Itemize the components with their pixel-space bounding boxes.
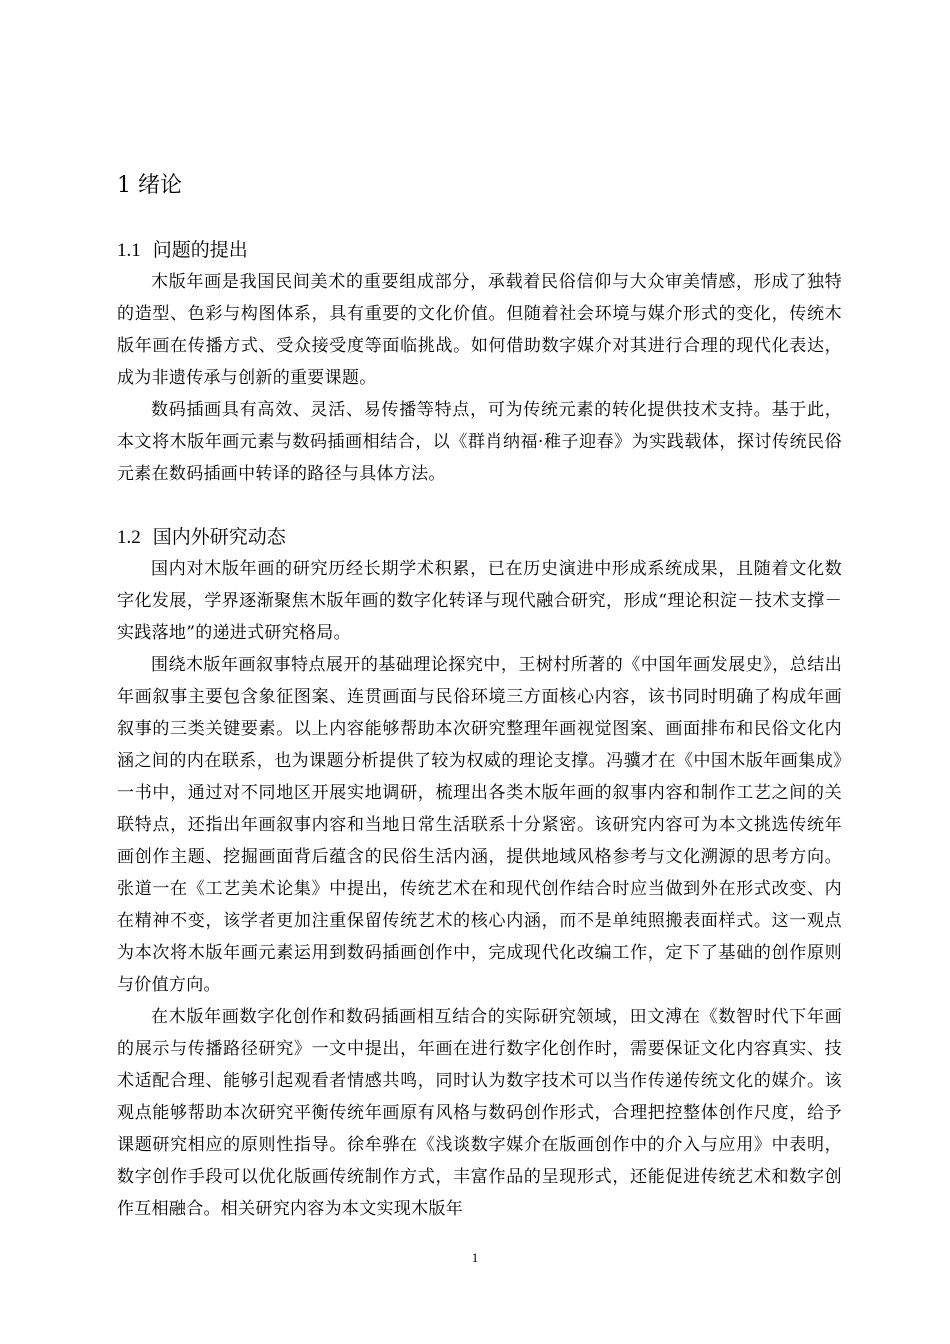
paragraph: 在木版年画数字化创作和数码插画相互结合的实际研究领域，田文溥在《数智时代下年画的展示与传播路径研究》一文中提出，年画在进行数字化创作时，需要保证文化内容真实、技术适配合理、能够引起观看者情感共鸣，同时认为数字技术可以当作传递传统文化的媒介。该观点能够帮助本次研究平衡传统年画原有风格与数码创作形式，合理把控整体创作尺度，给予课题研究相应的原则性指导。徐牟骅在《浅谈数字媒介在版画创作中的介入与应用》中表明，数字创作手段可以优化版画传统制作方式，丰富作品的呈现形式，还能促进传统艺术和数字创作互相融合。相关研究内容为本文实现木版年: [117, 1007, 842, 1219]
chapter-title: 1 绪论: [117, 173, 182, 198]
section-title: 问题的提出: [152, 239, 248, 261]
section-number: 1.2: [117, 527, 141, 548]
paragraph: 国内对木版年画的研究历经长期学术积累，已在历史演进中形成系统成果，且随着文化数字化发展，学界逐渐聚焦木版年画的数字化转译与现代融合研究，形成“理论积淀－技术支撑－实践落地”的递进式研究格局。: [117, 559, 842, 643]
section-body-1-2: [117, 553, 842, 1225]
section-body-1-1: [117, 266, 842, 490]
paragraph: 木版年画是我国民间美术的重要组成部分，承载着民俗信仰与大众审美情感，形成了独特的造型、色彩与构图体系，具有重要的文化价值。但随着社会环境与媒介形式的变化，传统木版年画在传播方式、受众接受度等面临挑战。如何借助数字媒介对其进行合理的现代化表达，成为非遗传承与创新的重要课题。: [117, 272, 842, 388]
section-number: 1.1: [117, 240, 141, 261]
section-title: 国内外研究动态: [152, 526, 286, 548]
section-heading-1-1: [117, 236, 248, 265]
section-heading-1-2: [117, 523, 286, 552]
paragraph: 数码插画具有高效、灵活、易传播等特点，可为传统元素的转化提供技术支持。基于此，本文将木版年画元素与数码插画相结合，以《群肖纳福·稚子迎春》为实践载体，探讨传统民俗元素在数码插画中转译的路径与具体方法。: [117, 400, 842, 484]
paragraph: 围绕木版年画叙事特点展开的基础理论探究中，王树村所著的《中国年画发展史》，总结出年画叙事主要包含象征图案、连贯画面与民俗环境三方面核心内容，该书同时明确了构成年画叙事的三类关键要素。以上内容能够帮助本次研究整理年画视觉图案、画面排布和民俗文化内涵之间的内在联系，也为课题分析提供了较为权威的理论支撑。冯骥才在《中国木版年画集成》一书中，通过对不同地区开展实地调研，梳理出各类木版年画的叙事内容和制作工艺之间的关联特点，还指出年画叙事内容和当地日常生活联系十分紧密。该研究内容可为本文挑选传统年画创作主题、挖掘画面背后蕴含的民俗生活内涵，提供地域风格参考与文化溯源的思考方向。张道一在《工艺美术论集》中提出，传统艺术在和现代创作结合时应当做到外在形式改变、内在精神不变，该学者更加注重保留传统艺术的核心内涵，而不是单纯照搬表面样式。这一观点为本次将木版年画元素运用到数码插画创作中，完成现代化改编工作，定下了基础的创作原则与价值方向。: [117, 655, 842, 995]
page-number: 1: [471, 1250, 479, 1265]
